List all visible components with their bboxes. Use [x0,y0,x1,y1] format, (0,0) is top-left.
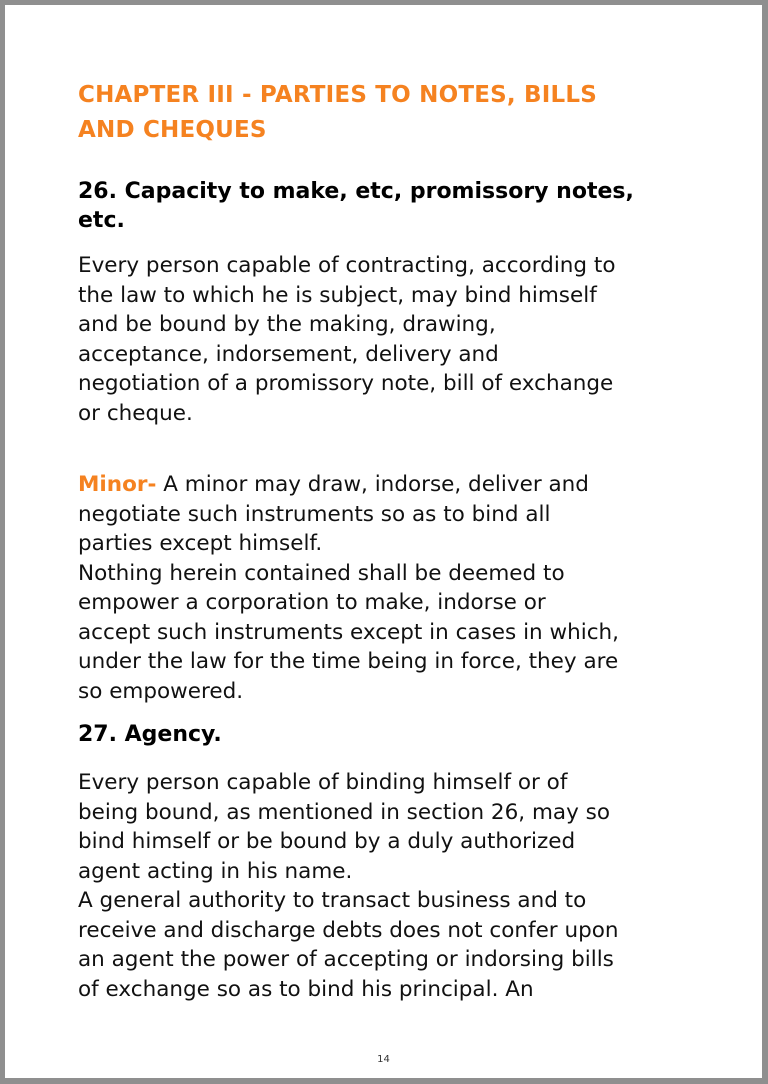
minor-line: empower a corporation to make, indorse or [78,590,546,615]
minor-line: parties except himself. [78,531,323,556]
section-27-line: A general authority to transact business and to [78,888,587,913]
section-27-line: agent acting in his name. [78,858,353,884]
section-27-body [78,768,619,1004]
section-26-line: the law to which he is subject, may bind himself [78,282,597,308]
section-27-heading-text: 27. Agency. [78,722,222,747]
minor-line: A minor may draw, indorse, deliver and [156,472,589,497]
section-26-line: Every person capable of contracting, according to [78,253,616,278]
section-27-line: being bound, as mentioned in section 26, may so [78,799,610,825]
section-27-line: an agent the power of accepting or indorsing bills [78,947,614,972]
section-26-line: negotiation of a promissory note, bill of exchange [78,371,614,396]
chapter-title-line-1: CHAPTER III - PARTIES TO NOTES, BILLS [78,82,598,108]
page-number: 14 [377,1054,390,1065]
chapter-title [78,78,597,148]
section-27-line: of exchange so as to bind his principal. An [78,976,534,1002]
section-26-body [78,251,615,428]
minor-line: Nothing herein contained shall be deemed to [78,560,565,586]
minor-line: under the law for the time being in force, they are [78,649,619,674]
minor-line: negotiate such instruments so as to bind all [78,501,551,527]
minor-label: Minor- [78,472,157,497]
minor-line: accept such instruments except in cases in which, [78,619,619,645]
section-26-heading-line-1: 26. Capacity to make, etc, promissory notes, [78,179,634,204]
section-26-heading [78,177,634,235]
section-26-line: or cheque. [78,400,193,426]
section-26-heading-line-2: etc. [78,208,125,233]
section-27-line: Every person capable of binding himself or of [78,770,568,795]
section-26-line: and be bound by the making, drawing, [78,312,496,337]
chapter-title-line-2: AND CHEQUES [78,117,267,143]
section-27-line: bind himself or be bound by a duly authorized [78,829,576,854]
section-27-heading [78,720,222,749]
minor-paragraph [78,470,619,706]
section-27-line: receive and discharge debts does not confer upon [78,917,619,943]
document-page [5,5,762,1078]
minor-line: so empowered. [78,678,244,704]
section-26-line: acceptance, indorsement, delivery and [78,341,499,367]
